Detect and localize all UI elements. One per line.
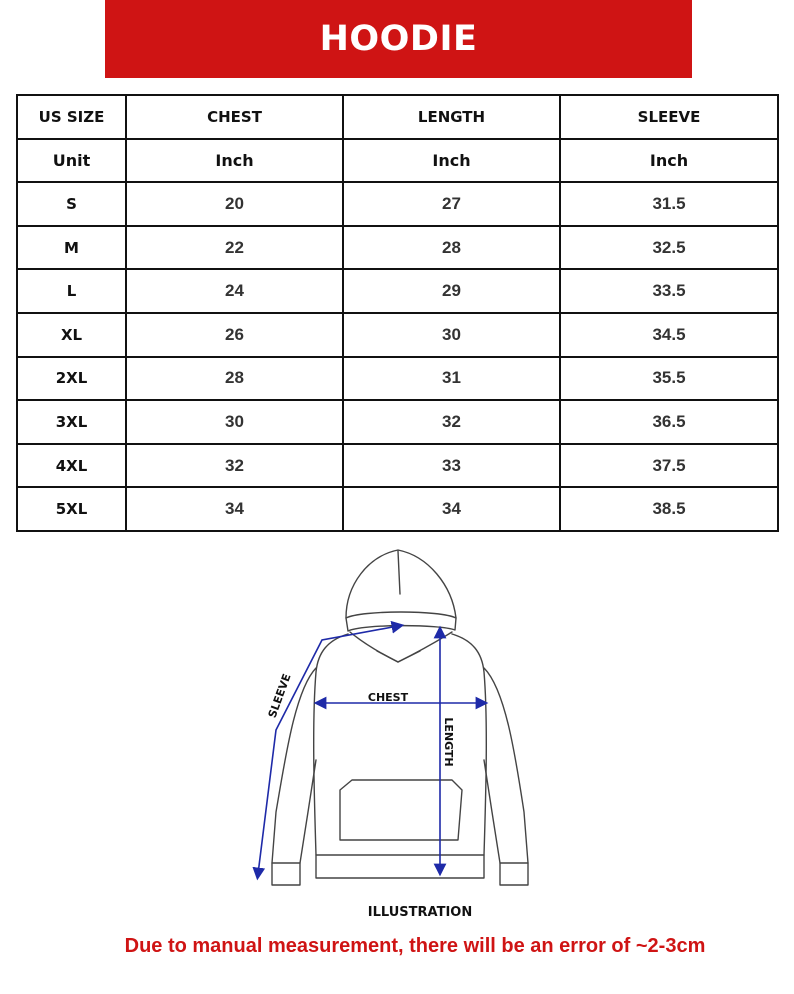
sleeve-cell: 36.5 (560, 400, 778, 444)
length-cell: 32 (343, 400, 560, 444)
sleeve-cell: 37.5 (560, 444, 778, 488)
sleeve-cell: 35.5 (560, 357, 778, 401)
length-label: LENGTH (442, 717, 455, 767)
chest-cell: 34 (126, 487, 343, 531)
length-cell: 28 (343, 226, 560, 270)
sleeve-arrow (258, 626, 398, 874)
table-row (17, 182, 778, 226)
sleeve-label: SLEEVE (265, 671, 294, 720)
header-cell-sleeve: SLEEVE (560, 95, 778, 139)
length-cell: 34 (343, 487, 560, 531)
table-row (17, 269, 778, 313)
page-title: HOODIE (319, 19, 478, 59)
length-cell: 31 (343, 357, 560, 401)
size-chart-table (16, 94, 779, 532)
measurement-disclaimer: Due to manual measurement, there will be an error of ~2-3cm (124, 935, 706, 957)
table-row (17, 487, 778, 531)
length-cell: 33 (343, 444, 560, 488)
header-cell-length: LENGTH (343, 95, 560, 139)
size-cell: S (17, 182, 126, 226)
unit-cell: Inch (560, 139, 778, 183)
table-row (17, 226, 778, 270)
chest-cell: 22 (126, 226, 343, 270)
size-cell: 5XL (17, 487, 126, 531)
chest-label: CHEST (367, 691, 409, 704)
header-cell-chest: CHEST (126, 95, 343, 139)
hoodie-outline (272, 550, 528, 885)
hoodie-illustration (0, 540, 794, 900)
sleeve-cell: 38.5 (560, 487, 778, 531)
unit-cell: Inch (343, 139, 560, 183)
unit-cell: Inch (126, 139, 343, 183)
size-cell: 4XL (17, 444, 126, 488)
length-cell: 27 (343, 182, 560, 226)
size-cell: 2XL (17, 357, 126, 401)
chest-cell: 20 (126, 182, 343, 226)
table-row (17, 357, 778, 401)
table-row (17, 400, 778, 444)
size-cell: XL (17, 313, 126, 357)
chest-cell: 32 (126, 444, 343, 488)
header-row (17, 95, 778, 139)
size-cell: M (17, 226, 126, 270)
sleeve-cell: 33.5 (560, 269, 778, 313)
length-cell: 29 (343, 269, 560, 313)
unit-cell: Unit (17, 139, 126, 183)
chest-cell: 28 (126, 357, 343, 401)
illustration-caption: ILLUSTRATION (367, 905, 473, 920)
size-cell: 3XL (17, 400, 126, 444)
chest-cell: 24 (126, 269, 343, 313)
sleeve-cell: 32.5 (560, 226, 778, 270)
unit-row (17, 139, 778, 183)
header-cell-us-size: US SIZE (17, 95, 126, 139)
chest-cell: 30 (126, 400, 343, 444)
length-cell: 30 (343, 313, 560, 357)
chest-cell: 26 (126, 313, 343, 357)
sleeve-cell: 34.5 (560, 313, 778, 357)
sleeve-cell: 31.5 (560, 182, 778, 226)
table-row (17, 444, 778, 488)
table-row (17, 313, 778, 357)
size-cell: L (17, 269, 126, 313)
title-banner (105, 0, 692, 78)
